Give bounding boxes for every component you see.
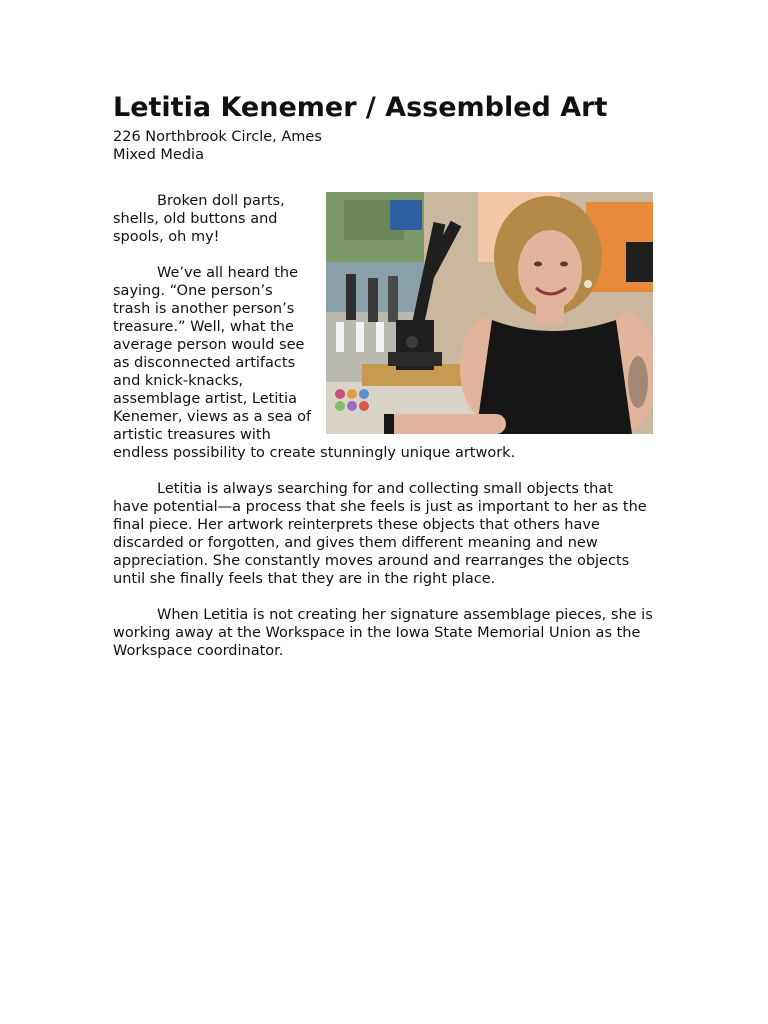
paragraph: Broken doll parts, shells, old buttons and spools, oh my!	[113, 193, 285, 245]
spacer	[113, 164, 653, 192]
paragraph: We’ve all heard the saying. “One person’s trash is another person’s treasure.” Well, what the average person would see as disconnected artifacts and knick-knacks, assemblage artist, Letitia Kenemer, views as a sea of artistic treasures with endless possibility to create stunningly unique artwork.	[113, 265, 516, 461]
paragraph-gap	[113, 462, 653, 480]
paragraph-gap	[113, 588, 653, 606]
medium-line: Mixed Media	[113, 147, 204, 163]
paragraph: Letitia is always searching for and collecting small objects that have potential—a process that she feels is just as important to her as the final piece. Her artwork reinterprets these objects that others have discarded or forgotten, and gives them different meaning and new appreciation. She constantly moves around and rearranges the objects until she finally feels that they are in the right place.	[113, 481, 647, 587]
paragraph: When Letitia is not creating her signature assemblage pieces, she is working away at the Workspace in the Iowa State Memorial Union as the Workspace coordinator.	[113, 607, 653, 659]
address-line: 226 Northbrook Circle, Ames	[113, 129, 322, 145]
page-title: Letitia Kenemer / Assembled Art	[113, 92, 608, 123]
artist-photo	[326, 192, 653, 434]
document-page	[113, 88, 653, 660]
